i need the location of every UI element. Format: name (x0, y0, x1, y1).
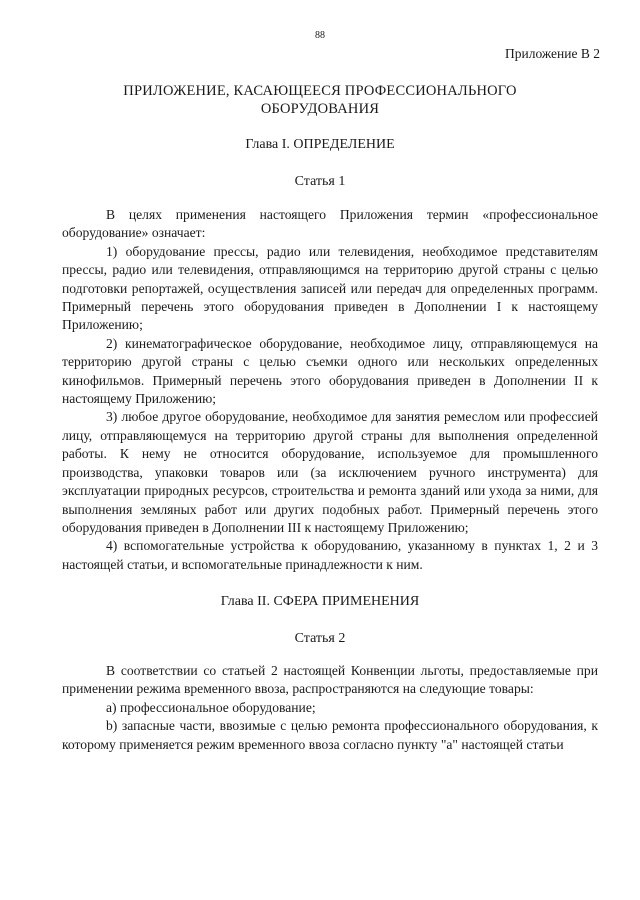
appendix-label: Приложение В 2 (505, 46, 600, 61)
paragraph: В целях применения настоящего Приложения термин «профессиональное оборудование» означает: (62, 207, 598, 241)
chapter-2-heading: Глава II. СФЕРА ПРИМЕНЕНИЯ (220, 594, 420, 609)
page-number: 88 (315, 30, 325, 41)
paragraph: 3) любое другое оборудование, необходимое для занятия ремеслом или профессией лицу, отправляющемуся на территорию другой страны для выполнения определенной работы. К нему не относится оборудование, используемое для промышленного производства, упаковки товаров или (за исключением ручного инструмента) для эксплуатации природных ресурсов, строительства и ремонта зданий или ухода за ними, для выполнения земляных работ или других подобных работ. Примерный перечень этого оборудования приведен в Дополнении III к настоящему Приложению; (62, 409, 598, 535)
article-2-heading: Статья 2 (294, 631, 346, 646)
title-line: ПРИЛОЖЕНИЕ, КАСАЮЩЕЕСЯ ПРОФЕССИОНАЛЬНОГО (123, 83, 517, 99)
paragraph: 1) оборудование прессы, радио или телевидения, необходимое представителям прессы, радио или телевидения, отправляющимся на территорию другой страны с целью подготовки репортажей, осуществления записей или передач для определенных программ. Примерный перечень этого оборудования приведен в Дополнении I к настоящему Приложению; (62, 243, 598, 333)
paragraph: 4) вспомогательные устройства к оборудованию, указанному в пунктах 1, 2 и 3 настоящей статьи, и вспомогательные принадлежности к ним. (62, 538, 598, 572)
article-2-body (62, 662, 598, 754)
article-1-heading: Статья 1 (294, 174, 346, 189)
paragraph: a) профессиональное оборудование; (106, 699, 316, 715)
paragraph: 2) кинематографическое оборудование, необходимое лицу, отправляющемуся на территорию другой страны с целью съемки одного или нескольких определенных кинофильмов. Примерный перечень этого оборудования приведен в Дополнении II к настоящему Приложению; (62, 335, 598, 407)
paragraph: b) запасные части, ввозимые с целью ремонта профессионального оборудования, к которому применяется режим временного ввоза согласно пункту "а" настоящей статьи (62, 718, 598, 752)
title-line: ОБОРУДОВАНИЯ (260, 101, 380, 117)
chapter-1-heading: Глава I. ОПРЕДЕЛЕНИЕ (245, 137, 395, 152)
article-1-body (62, 206, 598, 574)
paragraph: В соответствии со статьей 2 настоящей Конвенции льготы, предоставляемые при применении режима временного ввоза, распространяются на следующие товары: (62, 663, 598, 697)
document-title (60, 82, 580, 118)
